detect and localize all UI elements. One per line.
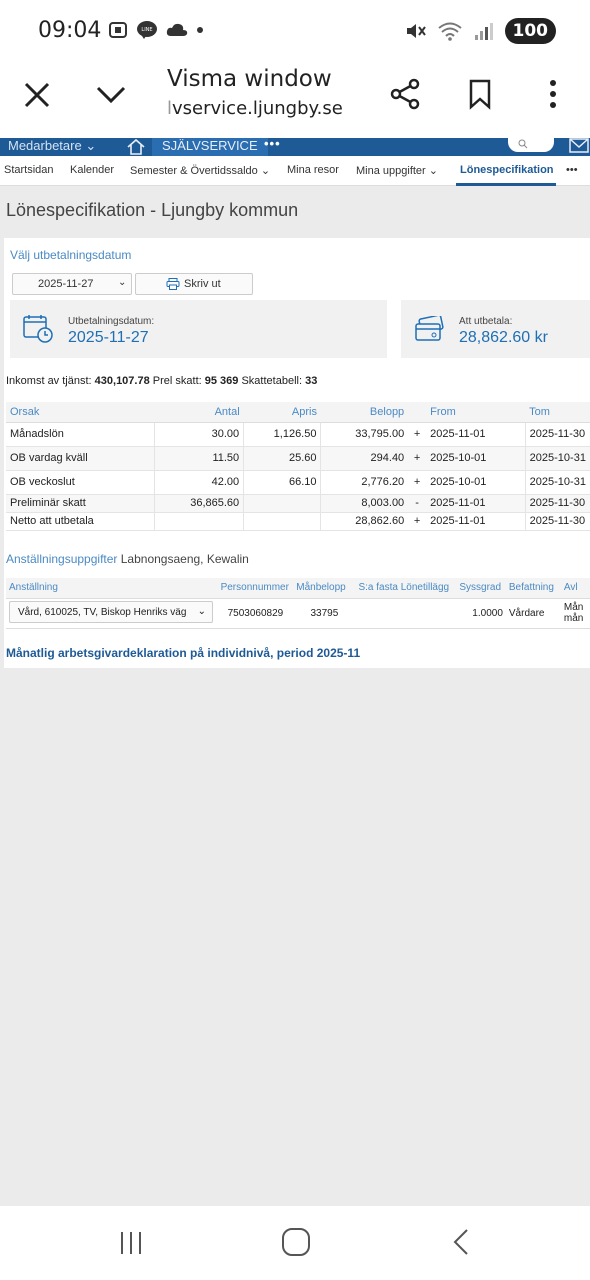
cell-tom: 2025-11-30: [525, 494, 590, 512]
col-antal: Antal: [155, 402, 244, 422]
calendar-clock-icon: [22, 313, 54, 345]
cell-antal: [155, 512, 244, 530]
col-tom: Tom: [525, 402, 590, 422]
cell-belopp: 33,795.00: [321, 422, 408, 446]
choose-date-label: Välj utbetalningsdatum: [10, 248, 132, 262]
cell-tom: 2025-11-30: [525, 512, 590, 530]
income-value: 430,107.78: [94, 375, 150, 387]
cell-orsak: Månadslön: [6, 422, 155, 446]
subnav-more[interactable]: •••: [566, 164, 578, 176]
cell-orsak: Netto att utbetala: [6, 512, 155, 530]
date-select[interactable]: [12, 273, 132, 295]
cell-from: 2025-10-01: [426, 470, 525, 494]
to-pay-value: 28,862.60 kr: [459, 329, 548, 346]
cell-personnummer: 7503060829: [218, 598, 294, 628]
browser-header: [0, 62, 590, 138]
page-heading: Lönespecifikation - Ljungby kommun: [6, 200, 299, 220]
browser-url[interactable]: [167, 98, 343, 119]
payment-card-icon: [415, 316, 445, 342]
table-row: [6, 422, 590, 446]
income-label: Inkomst av tjänst:: [6, 375, 92, 387]
date-select-value: 2025-11-27: [38, 278, 94, 290]
mail-icon[interactable]: [568, 138, 590, 154]
table-row: [6, 446, 590, 470]
avl-line-1: Mån: [563, 602, 584, 613]
cell-from: 2025-11-01: [426, 512, 525, 530]
svg-text:LINE: LINE: [141, 27, 153, 33]
col-fasta-lonetillagg: S:a fasta Lönetillägg: [355, 578, 456, 598]
employment-select-value: Vård, 610025, TV, Biskop Henriks väg: [18, 606, 187, 618]
battery-indicator: 100: [505, 18, 557, 44]
cell-tom: 2025-10-31: [525, 446, 590, 470]
subnav-semester[interactable]: Semester & Övertidssaldo ⌄: [130, 165, 271, 177]
wifi-icon: [437, 21, 463, 41]
cell-belopp: 28,862.60: [321, 512, 408, 530]
employment-heading: [6, 552, 249, 566]
subnav-kalender[interactable]: Kalender: [70, 164, 115, 176]
employee-name: Labnongsaeng, Kewalin: [120, 552, 249, 566]
status-bar: [0, 0, 590, 62]
cell-antal: 11.50: [155, 446, 244, 470]
employment-select[interactable]: [9, 601, 213, 623]
cell-manbelopp: 33795: [293, 598, 355, 628]
cell-from: 2025-11-01: [426, 422, 525, 446]
col-syssgrad: Syssgrad: [456, 578, 506, 598]
subnav-mina-resor[interactable]: Mina resor: [287, 164, 339, 176]
cell-sign: +: [408, 512, 426, 530]
payout-date-value: 2025-11-27: [68, 329, 149, 346]
cell-tom: 2025-11-30: [525, 422, 590, 446]
nav-sjalvservice[interactable]: SJÄLVSERVICE: [152, 138, 268, 156]
signal-icon: [473, 21, 495, 41]
col-belopp: Belopp: [321, 402, 408, 422]
col-sign: [408, 402, 426, 422]
col-apris: Apris: [244, 402, 321, 422]
print-label: Skriv ut: [184, 278, 221, 290]
chevron-down-icon: ⌄: [118, 277, 127, 288]
declaration-link[interactable]: Månatlig arbetsgivardeklaration på individnivå, period 2025-11: [6, 646, 361, 660]
mute-icon: [405, 21, 427, 41]
col-avl: Avl: [561, 578, 590, 598]
printer-icon: [166, 278, 180, 290]
employment-heading-label: Anställningsuppgifter: [6, 552, 118, 566]
search-icon: [518, 139, 528, 149]
cell-antal: 36,865.60: [155, 494, 244, 512]
col-manbelopp: Månbelopp: [293, 578, 355, 598]
subnav-lonespecifikation[interactable]: Lönespecifikation: [460, 164, 554, 176]
bookmark-icon[interactable]: [468, 78, 492, 110]
status-icons-right: [405, 18, 557, 44]
android-navigation-bar: [0, 1206, 590, 1280]
to-pay-label: Att utbetala:: [459, 316, 513, 327]
close-icon[interactable]: [22, 76, 52, 110]
nav-medarbetare[interactable]: Medarbetare ⌄: [8, 138, 97, 153]
col-befattning: Befattning: [506, 578, 561, 598]
nav-more[interactable]: •••: [264, 138, 281, 151]
table-row: [6, 494, 590, 512]
cell-orsak: Preliminär skatt: [6, 494, 155, 512]
to-pay-card: [401, 300, 590, 358]
screenshot-icon: [108, 21, 128, 39]
web-content: [0, 138, 590, 1206]
active-tab-indicator: [456, 183, 556, 186]
dot-icon: [196, 26, 204, 34]
cell-antal: 30.00: [155, 422, 244, 446]
col-orsak: Orsak: [6, 402, 155, 422]
cell-syssgrad: 1.0000: [456, 598, 506, 628]
cell-belopp: 2,776.20: [321, 470, 408, 494]
line-app-icon: [136, 20, 158, 40]
cell-anstallning: [6, 598, 218, 628]
cell-from: 2025-10-01: [426, 446, 525, 470]
cell-fasta: [355, 598, 456, 628]
cell-sign: +: [408, 446, 426, 470]
cell-belopp: 8,003.00: [321, 494, 408, 512]
nav-search-input[interactable]: [508, 138, 554, 152]
cell-apris: [244, 494, 321, 512]
cell-sign: +: [408, 470, 426, 494]
browser-title-block: [167, 66, 343, 119]
more-vert-icon[interactable]: [545, 78, 561, 110]
cell-antal: 42.00: [155, 470, 244, 494]
cell-sign: -: [408, 494, 426, 512]
employment-table-header: [6, 578, 590, 598]
back-icon[interactable]: [452, 1228, 470, 1256]
print-button[interactable]: [135, 273, 253, 295]
tax-value: 95 369: [204, 375, 239, 387]
cell-apris: [244, 512, 321, 530]
tax-label: Prel skatt:: [152, 375, 202, 387]
col-anstallning: Anställning: [6, 578, 218, 598]
cell-sign: +: [408, 422, 426, 446]
payout-date-card: [10, 300, 387, 358]
browser-page-title: Visma window: [167, 66, 332, 92]
status-icons-left: [108, 20, 204, 40]
table-row: [6, 470, 590, 494]
table-row: [6, 512, 590, 530]
cell-avl: [561, 598, 590, 628]
chevron-down-icon: ⌄: [197, 605, 206, 617]
tax-summary: [6, 375, 317, 387]
top-navigation: [0, 138, 590, 156]
status-time: 09:04: [38, 18, 102, 43]
share-icon[interactable]: [389, 78, 421, 110]
tax-table-label: Skattetabell:: [241, 375, 303, 387]
col-from: From: [426, 402, 525, 422]
table-row: [6, 598, 590, 628]
cloud-icon: [166, 22, 188, 38]
cell-orsak: OB vardag kväll: [6, 446, 155, 470]
col-personnummer: Personnummer: [218, 578, 294, 598]
home-button-icon[interactable]: [282, 1228, 310, 1256]
tax-table-value: 33: [305, 375, 318, 387]
cell-orsak: OB veckoslut: [6, 470, 155, 494]
payout-date-label: Utbetalningsdatum:: [68, 316, 155, 327]
cell-tom: 2025-10-31: [525, 470, 590, 494]
subnav-startsidan[interactable]: Startsidan: [4, 164, 54, 176]
chevron-down-icon[interactable]: [94, 80, 128, 110]
cell-apris: 66.10: [244, 470, 321, 494]
cell-apris: 25.60: [244, 446, 321, 470]
cell-from: 2025-11-01: [426, 494, 525, 512]
cell-befattning: Vårdare: [506, 598, 561, 628]
recent-apps-icon[interactable]: [118, 1230, 144, 1256]
pay-table-header: [6, 402, 590, 422]
sub-navigation: [0, 156, 590, 186]
home-icon[interactable]: [126, 138, 146, 156]
subnav-mina-uppgifter[interactable]: Mina uppgifter ⌄: [356, 165, 438, 177]
pay-table: [6, 402, 590, 531]
cell-apris: 1,126.50: [244, 422, 321, 446]
cell-belopp: 294.40: [321, 446, 408, 470]
avl-line-2: mån: [563, 613, 584, 624]
employment-table: [6, 578, 590, 629]
url-prefix: l: [167, 98, 173, 119]
url-host: vservice.ljungby.se: [172, 98, 343, 119]
